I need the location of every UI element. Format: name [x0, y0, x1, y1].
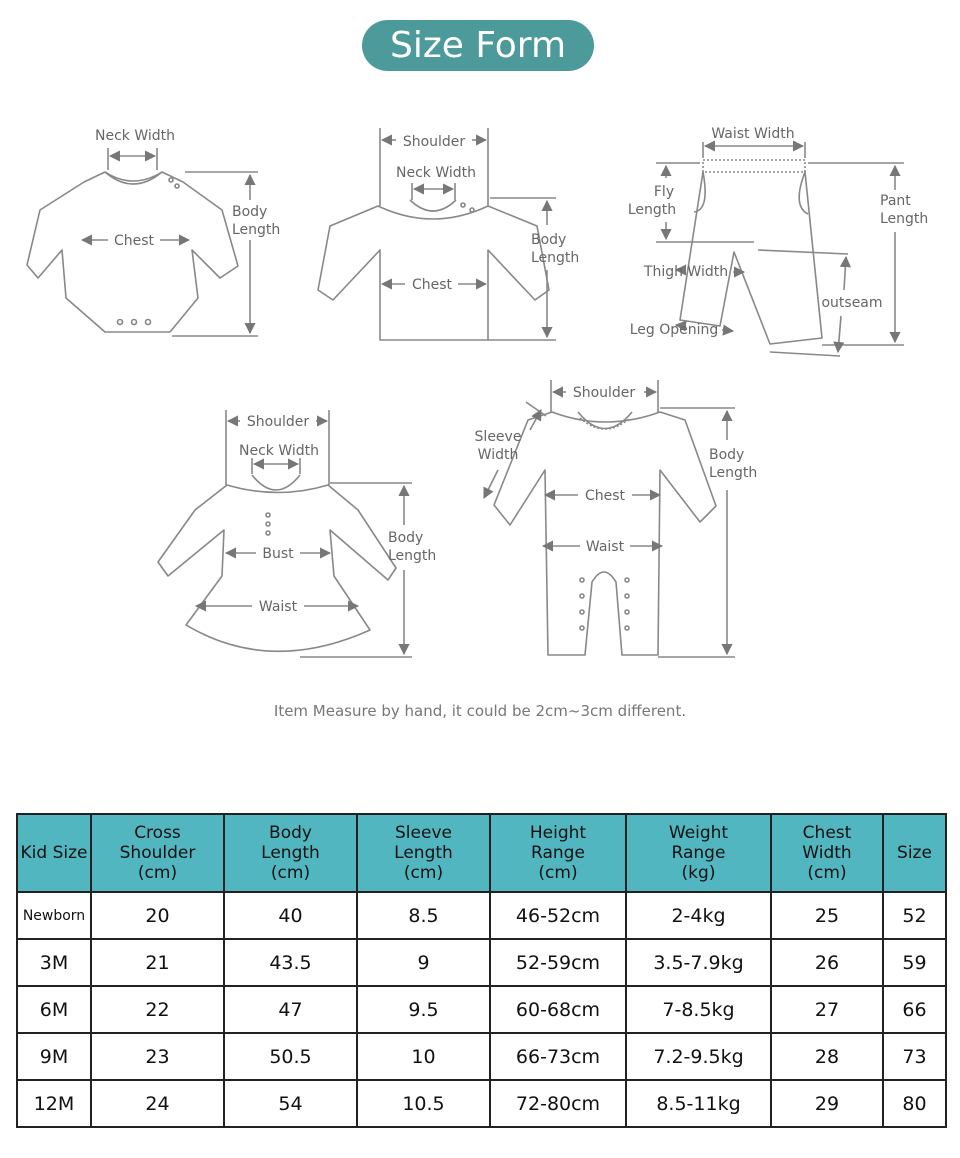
table-cell: 52-59cm [490, 939, 626, 986]
shirt-diagram [318, 128, 556, 340]
dress-neck-label: Neck Width [238, 443, 320, 459]
measurement-diagrams [0, 100, 960, 700]
table-cell: 60-68cm [490, 986, 626, 1033]
romper-waist-label: Waist [585, 539, 625, 555]
page-title: Size Form [362, 20, 594, 71]
header-line: Length [394, 843, 453, 863]
shirt-chest-label: Chest [411, 277, 453, 293]
pants-length-label: Pant [880, 193, 911, 209]
kid-size-cell: 12M [17, 1080, 91, 1127]
romper-diagram [484, 380, 735, 657]
table-cell: 43.5 [224, 939, 357, 986]
header-line: Height [529, 823, 587, 843]
table-header-row [17, 814, 946, 892]
kid-size-cell: Newborn [17, 892, 91, 939]
table-row [17, 1033, 946, 1080]
bodysuit-chest-label: Chest [113, 233, 155, 249]
header-line: (cm) [403, 863, 444, 883]
table-header-cell [490, 814, 626, 892]
table-cell: 59 [883, 939, 946, 986]
table-cell: 66-73cm [490, 1033, 626, 1080]
table-cell: 40 [224, 892, 357, 939]
header-line: Length [261, 843, 320, 863]
table-cell: 47 [224, 986, 357, 1033]
header-line: Size [897, 843, 932, 863]
dress-bust-label: Bust [262, 546, 294, 562]
table-cell: 50.5 [224, 1033, 357, 1080]
table-cell: 3.5-7.9kg [626, 939, 771, 986]
table-cell: 23 [91, 1033, 224, 1080]
table-header-cell [771, 814, 883, 892]
table-header-cell [357, 814, 490, 892]
table-cell: 9 [357, 939, 490, 986]
table-cell: 7-8.5kg [626, 986, 771, 1033]
header-line: Width [802, 843, 852, 863]
table-cell: 66 [883, 986, 946, 1033]
diagrams-svg [0, 100, 960, 700]
dress-body-length-label-2: Length [388, 548, 437, 564]
pants-fly-label-2: Length [627, 202, 677, 218]
table-cell: 10.5 [357, 1080, 490, 1127]
table-cell: 28 [771, 1033, 883, 1080]
pants-length-label-2: Length [880, 211, 929, 227]
table-header-cell [626, 814, 771, 892]
table-cell: 10 [357, 1033, 490, 1080]
romper-sleeve-label: Sleeve [474, 429, 522, 445]
dress-waist-label: Waist [258, 599, 298, 615]
table-cell: 25 [771, 892, 883, 939]
romper-shoulder-label: Shoulder [572, 385, 636, 401]
romper-sleeve-label-2: Width [477, 447, 519, 463]
header-line: (cm) [538, 863, 578, 883]
pants-leg-opening-label: Leg Opening [629, 322, 719, 338]
pants-thigh-label: Thigh Width [643, 264, 729, 280]
table-header-cell [224, 814, 357, 892]
table-cell: 8.5-11kg [626, 1080, 771, 1127]
table-cell: 29 [771, 1080, 883, 1127]
table-cell: 54 [224, 1080, 357, 1127]
size-table [16, 813, 947, 1128]
table-cell: 27 [771, 986, 883, 1033]
romper-body-length-label-2: Length [709, 465, 758, 481]
dress-shoulder-label: Shoulder [246, 414, 310, 430]
table-cell: 80 [883, 1080, 946, 1127]
table-cell: 72-80cm [490, 1080, 626, 1127]
header-line: Chest [802, 823, 852, 843]
table-header-cell [17, 814, 91, 892]
table-cell: 24 [91, 1080, 224, 1127]
shirt-body-length-label-2: Length [531, 250, 580, 266]
pants-fly-label: Fly [653, 184, 675, 200]
header-line: Range [671, 843, 726, 863]
romper-chest-label: Chest [584, 488, 626, 504]
romper-body-length-label: Body [709, 447, 745, 463]
header-line: Sleeve [395, 823, 452, 843]
table-body [17, 892, 946, 1127]
header-line: Body [269, 823, 312, 843]
table-header-cell [883, 814, 946, 892]
bodysuit-body-length-label: Body [232, 204, 268, 220]
table-cell: 46-52cm [490, 892, 626, 939]
table-row [17, 892, 946, 939]
table-cell: 20 [91, 892, 224, 939]
table-cell: 7.2-9.5kg [626, 1033, 771, 1080]
header-line: (cm) [137, 863, 178, 883]
header-line: Shoulder [119, 843, 196, 863]
shirt-body-length-label: Body [531, 232, 567, 248]
table-cell: 9.5 [357, 986, 490, 1033]
kid-size-cell: 3M [17, 939, 91, 986]
shirt-neck-label: Neck Width [395, 165, 477, 181]
dress-body-length-label: Body [388, 530, 424, 546]
table-cell: 22 [91, 986, 224, 1033]
table-row [17, 986, 946, 1033]
shirt-shoulder-label: Shoulder [402, 134, 466, 150]
header-line: Weight [668, 823, 729, 843]
table-row [17, 1080, 946, 1127]
table-header-cell [91, 814, 224, 892]
table-row [17, 939, 946, 986]
header-line: Cross [134, 823, 181, 843]
pants-outseam-label: outseam [821, 295, 883, 311]
table-cell: 8.5 [357, 892, 490, 939]
header-line: (kg) [681, 863, 716, 883]
table-cell: 52 [883, 892, 946, 939]
header-line: (cm) [807, 863, 847, 883]
table-cell: 26 [771, 939, 883, 986]
pants-waist-label: Waist Width [711, 126, 795, 142]
measurement-note: Item Measure by hand, it could be 2cm~3cm different. [273, 702, 687, 720]
table-cell: 2-4kg [626, 892, 771, 939]
bodysuit-neck-label: Neck Width [94, 128, 176, 144]
bodysuit-body-length-label-2: Length [232, 222, 281, 238]
header-line: Kid Size [20, 843, 88, 863]
kid-size-cell: 6M [17, 986, 91, 1033]
header-line: (cm) [270, 863, 311, 883]
kid-size-cell: 9M [17, 1033, 91, 1080]
table-cell: 21 [91, 939, 224, 986]
table-cell: 73 [883, 1033, 946, 1080]
header-line: Range [531, 843, 585, 863]
